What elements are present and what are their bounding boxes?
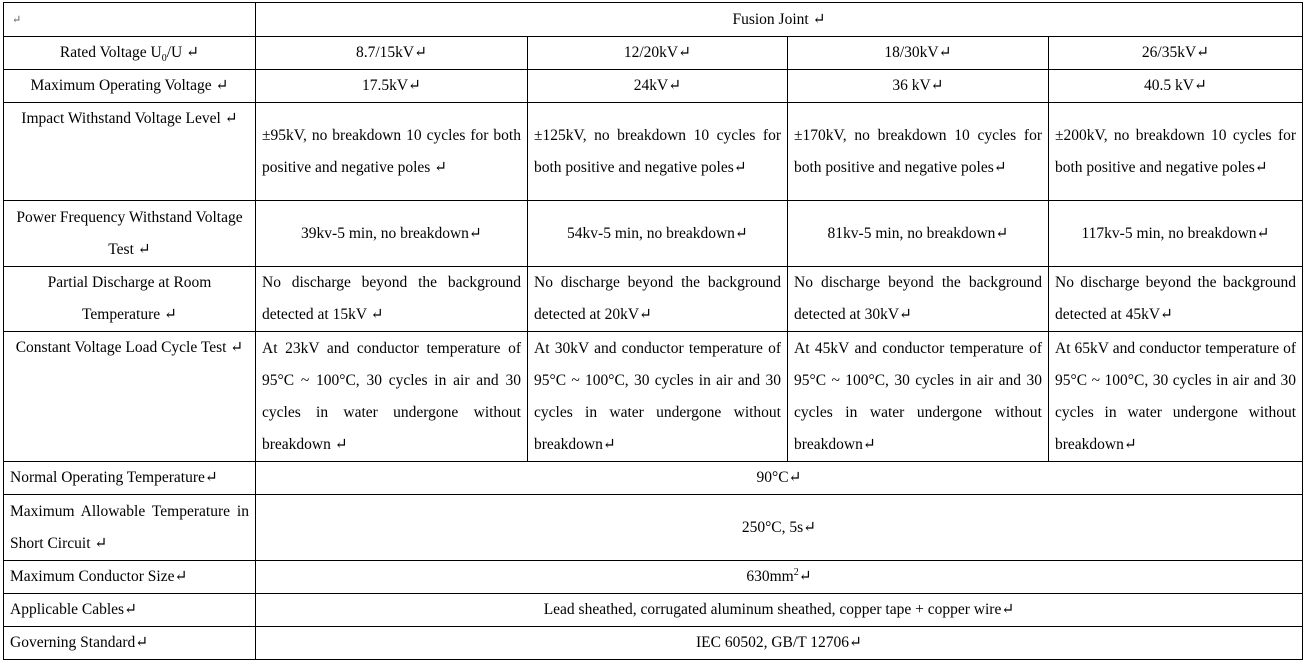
power-frequency-value: 54kv-5 min, no breakdown↵: [528, 201, 788, 267]
standard-label: Governing Standard↵: [4, 627, 256, 660]
partial-discharge-label: Partial Discharge at Room Temperature ↵: [4, 267, 256, 332]
load-cycle-value: At 30kV and conductor temperature of 95°C ~ 100°C, 30 cycles in air and 30 cycles in water undergone without breakdown↵: [528, 332, 788, 462]
conductor-size-number: 630mm: [746, 568, 794, 585]
power-frequency-value: 39kv-5 min, no breakdown↵: [256, 201, 528, 267]
power-frequency-value: 117kv-5 min, no breakdown↵: [1049, 201, 1303, 267]
power-frequency-label: Power Frequency Withstand Voltage Test ↵: [4, 201, 256, 267]
load-cycle-value: At 65kV and conductor temperature of 95°C ~ 100°C, 30 cycles in air and 30 cycles in water undergone without breakdown↵: [1049, 332, 1303, 462]
rated-voltage-label: [4, 37, 256, 70]
max-operating-voltage-value: 40.5 kV↵: [1049, 70, 1303, 103]
normal-temp-value: 90°C↵: [256, 462, 1303, 495]
rated-voltage-value: 8.7/15kV↵: [256, 37, 528, 70]
max-operating-voltage-label: Maximum Operating Voltage ↵: [4, 70, 256, 103]
max-operating-voltage-value: 36 kV↵: [788, 70, 1049, 103]
applicable-cables-row: [4, 594, 1303, 627]
max-operating-voltage-value: 24kV↵: [528, 70, 788, 103]
partial-discharge-value: No discharge beyond the background detected at 30kV↵: [788, 267, 1049, 332]
header-row: [4, 3, 1303, 37]
impact-withstand-value: ±170kV, no breakdown 10 cycles for both positive and negative poles↵: [788, 103, 1049, 201]
load-cycle-value: At 45kV and conductor temperature of 95°C ~ 100°C, 30 cycles in air and 30 cycles in water undergone without breakdown↵: [788, 332, 1049, 462]
short-circuit-row: [4, 495, 1303, 561]
applicable-cables-label: Applicable Cables↵: [4, 594, 256, 627]
rated-voltage-value: 26/35kV↵: [1049, 37, 1303, 70]
partial-discharge-value: No discharge beyond the background detected at 45kV↵: [1049, 267, 1303, 332]
power-frequency-value: 81kv-5 min, no breakdown↵: [788, 201, 1049, 267]
partial-discharge-value: No discharge beyond the background detected at 15kV ↵: [256, 267, 528, 332]
conductor-size-label: Maximum Conductor Size↵: [4, 561, 256, 594]
power-frequency-row: [4, 201, 1303, 267]
header-corner-cell: [4, 3, 256, 37]
impact-withstand-value: ±95kV, no breakdown 10 cycles for both positive and negative poles ↵: [256, 103, 528, 201]
paragraph-mark: ↵: [12, 14, 22, 26]
specification-table: [3, 2, 1303, 660]
impact-withstand-row: [4, 103, 1303, 201]
conductor-size-superscript: 2: [793, 566, 799, 578]
conductor-size-tail: ↵: [798, 568, 812, 585]
rated-voltage-label-tail: /U ↵: [166, 44, 200, 61]
load-cycle-value: At 23kV and conductor temperature of 95°C ~ 100°C, 30 cycles in air and 30 cycles in water undergone without breakdown ↵: [256, 332, 528, 462]
short-circuit-label: Maximum Allowable Temperature in Short Circuit ↵: [4, 495, 256, 561]
applicable-cables-value: Lead sheathed, corrugated aluminum sheathed, copper tape + copper wire↵: [256, 594, 1303, 627]
normal-temp-row: [4, 462, 1303, 495]
impact-withstand-value: ±125kV, no breakdown 10 cycles for both positive and negative poles↵: [528, 103, 788, 201]
normal-temp-label: Normal Operating Temperature↵: [4, 462, 256, 495]
rated-voltage-value: 12/20kV↵: [528, 37, 788, 70]
rated-voltage-subscript: 0: [161, 53, 167, 65]
rated-voltage-row: [4, 37, 1303, 70]
standard-row: [4, 627, 1303, 660]
rated-voltage-value: 18/30kV↵: [788, 37, 1049, 70]
partial-discharge-row: [4, 267, 1303, 332]
load-cycle-row: [4, 332, 1303, 462]
impact-withstand-label: Impact Withstand Voltage Level ↵: [4, 103, 256, 201]
standard-value: IEC 60502, GB/T 12706↵: [256, 627, 1303, 660]
header-title: Fusion Joint ↵: [256, 3, 1303, 37]
short-circuit-value: 250°C, 5s↵: [256, 495, 1303, 561]
conductor-size-value: [256, 561, 1303, 594]
max-operating-voltage-value: 17.5kV↵: [256, 70, 528, 103]
rated-voltage-label-text: Rated Voltage U: [59, 44, 162, 61]
partial-discharge-value: No discharge beyond the background detected at 20kV↵: [528, 267, 788, 332]
max-operating-voltage-row: [4, 70, 1303, 103]
conductor-size-row: [4, 561, 1303, 594]
load-cycle-label: Constant Voltage Load Cycle Test ↵: [4, 332, 256, 462]
impact-withstand-value: ±200kV, no breakdown 10 cycles for both positive and negative poles↵: [1049, 103, 1303, 201]
